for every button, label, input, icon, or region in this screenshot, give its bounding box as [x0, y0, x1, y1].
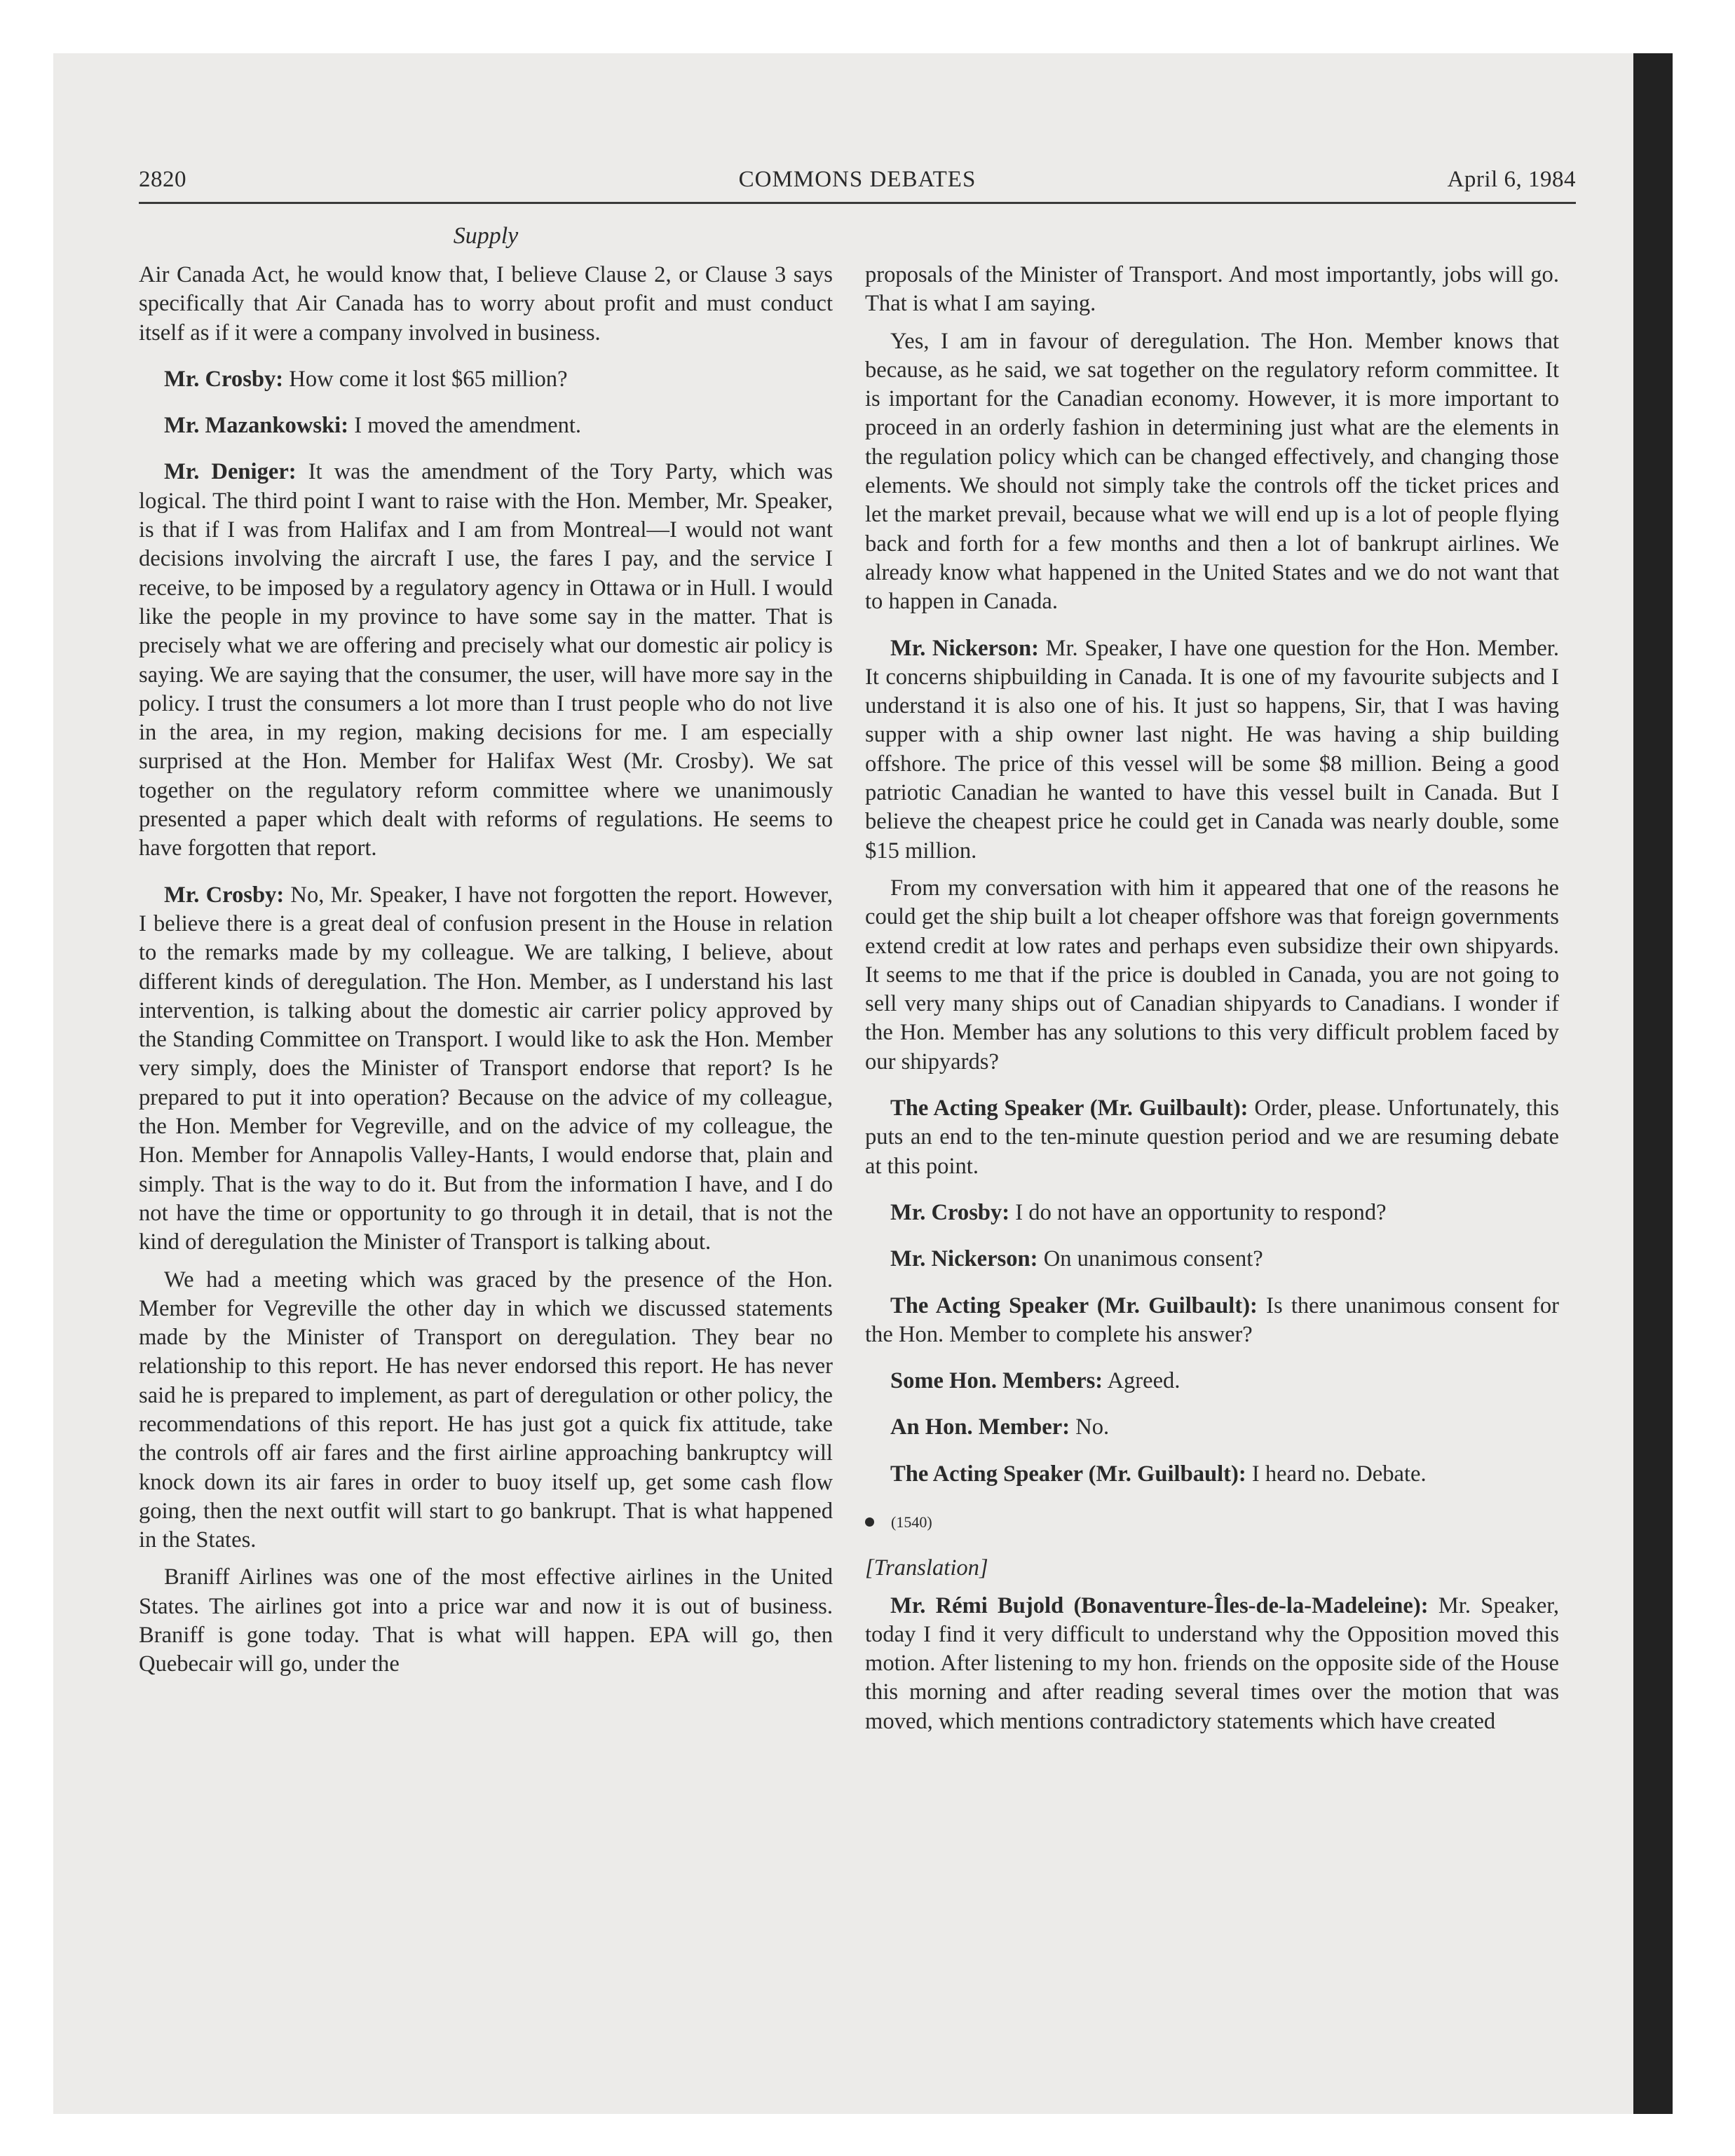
translation-note: [Translation]: [865, 1555, 988, 1581]
speaker-name: Mr. Crosby:: [164, 882, 285, 908]
paragraph: [865, 1460, 1559, 1489]
header-rule: [139, 202, 1576, 204]
speech-text: Agreed.: [1107, 1368, 1181, 1394]
paragraph: Air Canada Act, he would know that, I believe Clause 2, or Clause 3 says specifically that Air Canada has to worry about profit and must conduct itself as if it were a company involved in business.: [139, 262, 833, 346]
speech-text: I heard no. Debate.: [1251, 1461, 1427, 1487]
paragraph: [139, 881, 833, 1257]
paragraph: Braniff Airlines was one of the most effective airlines in the United States. The airlines got into a price war and now it is out of business. Braniff is gone today. That is what will happen. EPA will go, then Quebecair will go, under the: [139, 1564, 833, 1677]
publication-title: COMMONS DEBATES: [738, 167, 977, 192]
paragraph: [865, 634, 1559, 866]
speech-text: It was the amendment of the Tory Party, which was logical. The third point I want to raise with the Hon. Member, Mr. Speaker, is that if I was from Halifax and I am from Montreal—I would not want decisions involving the aircraft I use, the fares I pay, and the service I receive, to be imposed by a regulatory agency in Ottawa or in Hull. I would like the people in my province to have some say in the matter. That is precisely what we are offering and precisely what our domestic air policy is saying. We are saying that the consumer, the user, will have more say in the policy. I trust the consumers a lot more than I trust people who do not live in the area, in my region, making decisions for me. I am especially surprised at the Hon. Member for Halifax West (Mr. Crosby). We sat together on the regulatory reform committee where we unanimously presented a paper which dealt with reforms of regulations. He seems to have forgotten that report.: [139, 459, 833, 861]
paragraph: [139, 458, 833, 863]
speech-text: Order, please. Unfortunately, this puts an end to the ten-minute question period and we are resuming debate at this point.: [865, 1096, 1559, 1179]
timestamp: (1540): [891, 1513, 932, 1531]
left-column: [139, 261, 833, 1679]
speech-text: No, Mr. Speaker, I have not forgotten the report. However, I believe there is a great deal of confusion present in the House in relation to the remarks made by my colleague. We are talking, I believe, about different kinds of deregulation. The Hon. Member, as I understand his last intervention, is talking about the domestic air carrier policy approved by the Standing Committee on Transport. I would like to ask the Hon. Member very simply, does the Minister of Transport endorse that report? Is he prepared to put it into operation? Because on the advice of my colleague, the Hon. Member for Vegreville, and on the advice of my colleague, the Hon. Member for Annapolis Valley-Hants, I would endorse that, plain and simply. That is the way to do it. But from the information I have, and I do not have the time or opportunity to go through it in detail, that is not the kind of deregulation the Minister of Transport is talking about.: [139, 882, 833, 1255]
paragraph: [865, 1292, 1559, 1350]
speaker-name: Mr. Nickerson:: [890, 635, 1039, 661]
paragraph: Yes, I am in favour of deregulation. The Hon. Member knows that because, as he said, we sat together on the regulatory reform committee. It is important for the Canadian economy. However, it is more important to proceed in an orderly fashion in determining just what are the elements in the regulation policy which can be changed effectively, and changing those elements. We should not simply take the controls off the ticket prices and let the market prevail, because what we will end up is a lot of people flying back and forth for a few months and then a lot of bankrupt airlines. We already know what happened in the United States and we do not want that to happen in Canada.: [865, 328, 1559, 615]
speaker-name: The Acting Speaker (Mr. Guilbault):: [890, 1292, 1258, 1318]
speech-text: I do not have an opportunity to respond?: [1015, 1199, 1387, 1225]
right-column: [865, 261, 1559, 1736]
scan-edge-bar: [1633, 53, 1673, 2114]
paragraph: [865, 1245, 1559, 1274]
paragraph: [865, 1367, 1559, 1396]
speech-text: How come it lost $65 million?: [289, 366, 568, 392]
paragraph: From my conversation with him it appeared that one of the reasons he could get the ship built a lot cheaper offshore was that foreign governments extend credit at low rates and perhaps even subsidize their own shipyards. It seems to me that if the price is doubled in Canada, you are not going to sell very many ships out of Canadian shipyards to Canadians. I wonder if the Hon. Member has any solutions to this very difficult problem faced by our shipyards?: [865, 875, 1559, 1074]
paragraph: [865, 1592, 1559, 1736]
speaker-name: Mr. Deniger:: [164, 459, 297, 485]
speech-text: I moved the amendment.: [354, 413, 582, 439]
speaker-name: Mr. Crosby:: [890, 1199, 1010, 1225]
section-title: Supply: [453, 223, 519, 249]
speaker-name: Mr. Mazankowski:: [164, 413, 349, 439]
paragraph: proposals of the Minister of Transport. And most importantly, jobs will go. That is what I am saying.: [865, 262, 1559, 317]
speech-text: Is there unanimous consent for the Hon. Member to complete his answer?: [865, 1292, 1559, 1347]
speaker-name: Mr. Crosby:: [164, 366, 284, 392]
page-header: [139, 167, 1576, 202]
paragraph: [865, 1413, 1559, 1442]
speaker-name: An Hon. Member:: [890, 1414, 1070, 1440]
speech-text: No.: [1075, 1414, 1110, 1440]
speech-text: On unanimous consent?: [1043, 1246, 1263, 1272]
paragraph: [865, 1094, 1559, 1181]
publication-date: April 6, 1984: [1447, 167, 1576, 192]
speech-text: Mr. Speaker, today I find it very difficult to understand why the Opposition moved this motion. After listening to my hon. friends on the opposite side of the House this morning and after reading several times over the motion that was moved, which mentions contradictory statements which have created: [865, 1592, 1559, 1734]
speaker-name: Mr. Rémi Bujold (Bonaventure-Îles-de-la-Madeleine):: [890, 1592, 1429, 1618]
bullet-icon: [865, 1517, 874, 1527]
speaker-name: Mr. Nickerson:: [890, 1246, 1038, 1272]
speaker-name: The Acting Speaker (Mr. Guilbault):: [890, 1461, 1246, 1487]
paragraph: [139, 411, 833, 440]
speech-text: Mr. Speaker, I have one question for the Hon. Member. It concerns shipbuilding in Canada. It is one of my favourite subjects and I understand it is also one of his. It just so happens, Sir, that I was having supper with a ship owner last night. He was having a ship building offshore. The price of this vessel will be some $8 million. Being a good patriotic Canadian he wanted to have this vessel built in Canada. But I believe the cheapest price he could get in Canada was nearly double, some $15 million.: [865, 635, 1559, 864]
speaker-name: Some Hon. Members:: [890, 1368, 1103, 1394]
timestamp-marker: [865, 1506, 1559, 1536]
page-number: 2820: [139, 167, 186, 192]
speaker-name: The Acting Speaker (Mr. Guilbault):: [890, 1096, 1248, 1121]
paragraph: [865, 1199, 1559, 1227]
paragraph: We had a meeting which was graced by the presence of the Hon. Member for Vegreville the other day in which we discussed statements made by the Minister of Transport on deregulation. They bear no relationship to this report. He has never endorsed this report. He has never said he is prepared to implement, as part of deregulation or other policy, the recommendations of this report. He has just got a quick fix attitude, take the controls off air fares and the first airline approaching bankruptcy will knock down its air fares in order to buoy itself up, get some cash flow going, then the next outfit will start to go bankrupt. That is what happened in the States.: [139, 1267, 833, 1553]
paragraph: [139, 365, 833, 394]
